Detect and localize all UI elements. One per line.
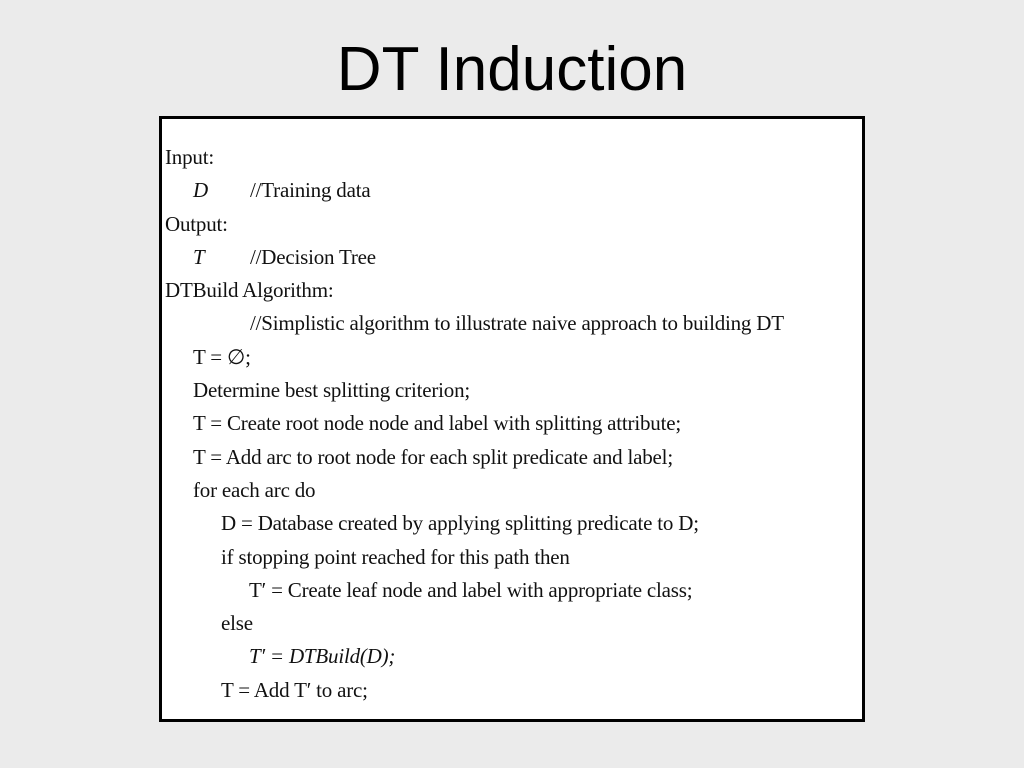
code-line-else: else [221, 611, 253, 636]
output-label: Output: [165, 211, 228, 236]
algorithm-listing [165, 141, 784, 707]
code-line-add-arc: T = Add arc to root node for each split predicate and label; [193, 444, 673, 469]
output-line [165, 241, 784, 274]
code-line-determine: Determine best splitting criterion; [193, 378, 471, 403]
output-comment: //Decision Tree [250, 244, 376, 269]
code-line-create-root: T = Create root node node and label with splitting attribute; [193, 411, 681, 436]
input-variable: D [193, 178, 208, 203]
input-comment: //Training data [250, 178, 371, 203]
code-line-init: T = ∅; [193, 344, 251, 369]
code-line-if: if stopping point reached for this path then [221, 544, 570, 569]
output-variable: T [193, 244, 205, 269]
code-line-add-subtree: T = Add T′ to arc; [221, 677, 368, 702]
slide-title: DT Induction [336, 35, 688, 104]
code-line-leaf: T′ = Create leaf node and label with appropriate class; [249, 577, 693, 602]
algorithm-comment: //Simplistic algorithm to illustrate naive approach to building DT [250, 311, 784, 336]
algorithm-box [159, 116, 865, 722]
code-line-for: for each arc do [193, 477, 316, 502]
code-line-recurse: T′ = DTBuild(D); [249, 644, 396, 669]
algorithm-label: DTBuild Algorithm: [165, 278, 334, 303]
input-line [165, 174, 784, 207]
code-line-database: D = Database created by applying splitting predicate to D; [221, 511, 699, 536]
input-label: Input: [165, 145, 214, 169]
